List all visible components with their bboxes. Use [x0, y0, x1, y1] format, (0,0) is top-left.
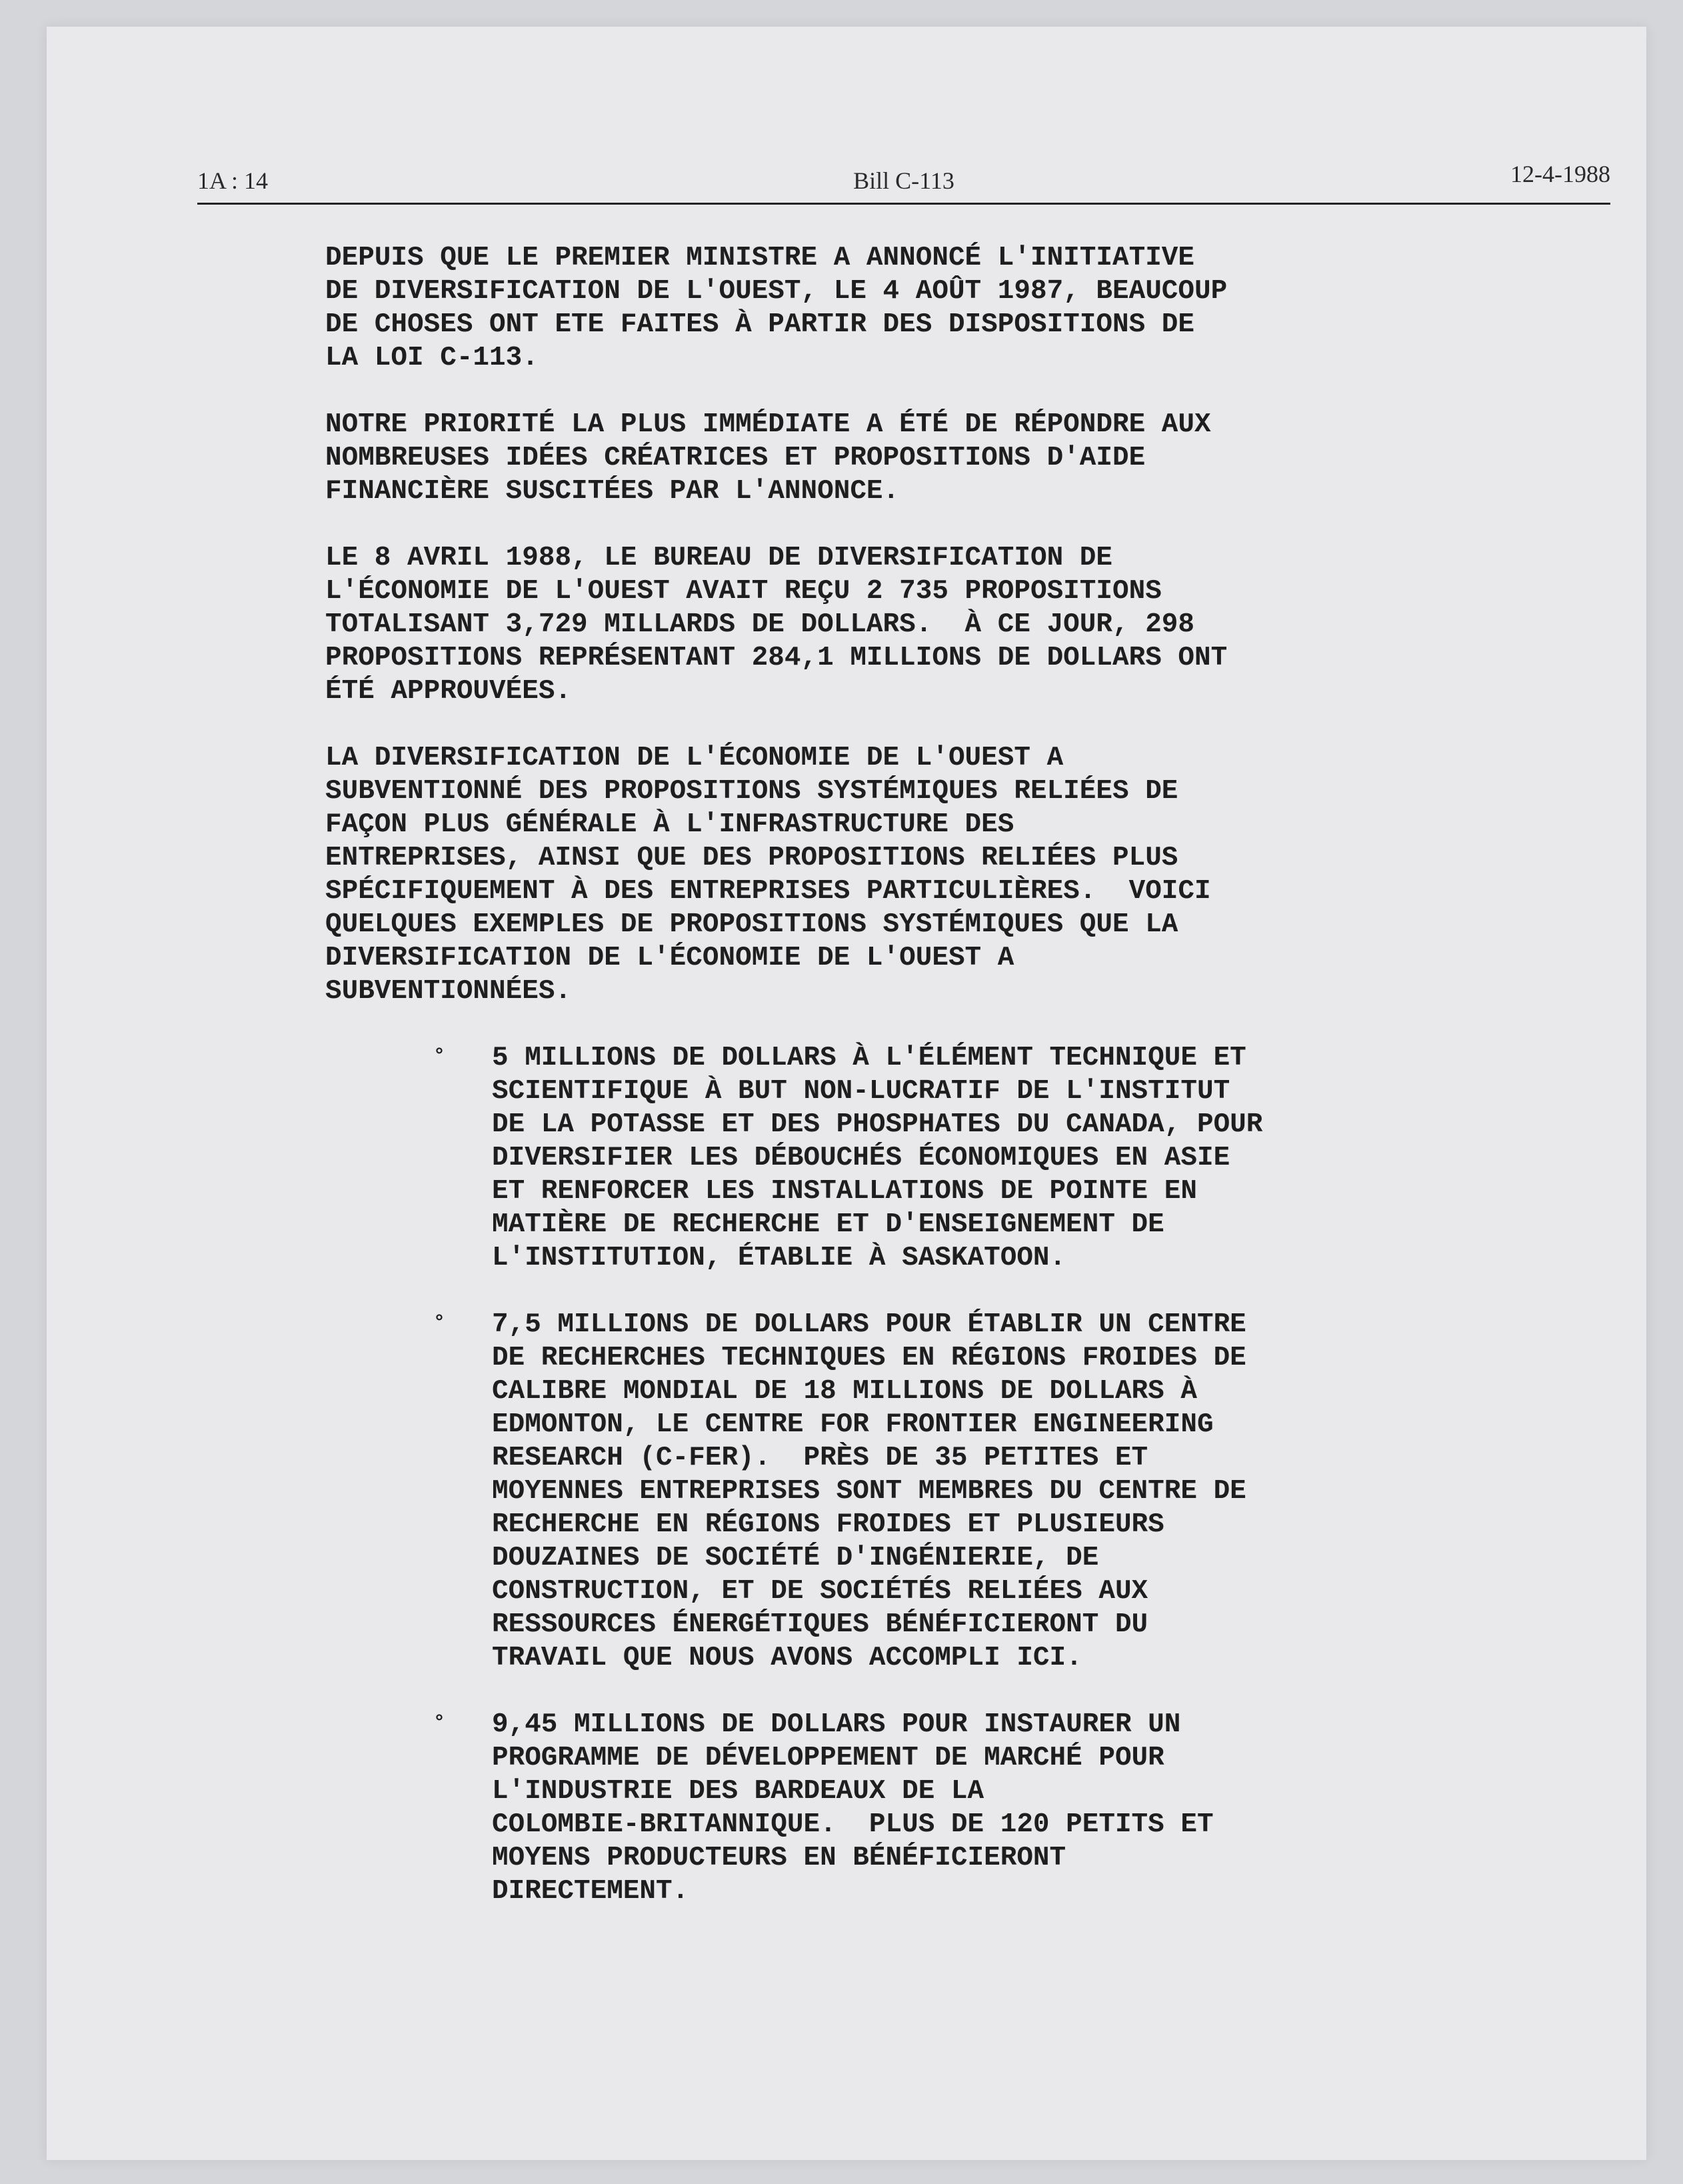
paragraph: LA DIVERSIFICATION DE L'ÉCONOMIE DE L'OUEST A SUBVENTIONNÉ DES PROPOSITIONS SYSTÉMIQUES RELIÉES DE FAÇON PLUS GÉNÉRALE À L'INFRASTRUCTURE DES ENTREPRISES, AINSI QUE DES PROPOSITIONS RELIÉES PLUS SPÉCIFIQUEMENT À DES ENTREPRISES PARTICULIÈRES. VOICI QUELQUES EXEMPLES DE PROPOSITIONS SYSTÉMIQUES QUE LA DIVERSIFICATION DE L'ÉCONOMIE DE L'OUEST A SUBVENTIONNÉES. [325, 743, 1211, 1007]
list-item [325, 1308, 1518, 1675]
list-item [325, 1708, 1518, 1908]
header-date: 12-4-1988 [1510, 161, 1610, 187]
list-item-text: 7,5 MILLIONS DE DOLLARS POUR ÉTABLIR UN CENTRE DE RECHERCHES TECHNIQUES EN RÉGIONS FROIDES DE CALIBRE MONDIAL DE 18 MILLIONS DE DOLLARS À EDMONTON, LE CENTRE FOR FRONTIER ENGINEERING RESEARCH (C-FER). PRÈS DE 35 PETITES ET MOYENNES ENTREPRISES SONT MEMBRES DU CENTRE DE RECHERCHE EN RÉGIONS FROIDES ET PLUSIEURS DOUZAINES DE SOCIÉTÉ D'INGÉNIERIE, DE CONSTRUCTION, ET DE SOCIÉTÉS RELIÉES AUX RESSOURCES ÉNERGÉTIQUES BÉNÉFICIERONT DU TRAVAIL QUE NOUS AVONS ACCOMPLI ICI. [492, 1309, 1246, 1673]
page-header [197, 161, 1610, 207]
page-number: 1A : 14 [197, 167, 269, 194]
paragraph: NOTRE PRIORITÉ LA PLUS IMMÉDIATE A ÉTÉ DE RÉPONDRE AUX NOMBREUSES IDÉES CRÉATRICES ET PROPOSITIONS D'AIDE FINANCIÈRE SUSCITÉES PAR L'ANNONCE. [325, 409, 1211, 507]
bullet-list [325, 1041, 1518, 1908]
document-body [325, 241, 1518, 1941]
bullet-marker: ° [433, 1312, 446, 1335]
bullet-marker: ° [433, 1045, 446, 1068]
paragraph: DEPUIS QUE LE PREMIER MINISTRE A ANNONCÉ L'INITIATIVE DE DIVERSIFICATION DE L'OUEST, LE 4 AOÛT 1987, BEAUCOUP DE CHOSES ONT ETE FAITES À PARTIR DES DISPOSITIONS DE LA LOI C-113. [325, 243, 1228, 373]
bill-title: Bill C-113 [853, 167, 954, 194]
header-rule [197, 203, 1610, 205]
list-item-text: 9,45 MILLIONS DE DOLLARS POUR INSTAURER UN PROGRAMME DE DÉVELOPPEMENT DE MARCHÉ POUR L'INDUSTRIE DES BARDEAUX DE LA COLOMBIE-BRITANNIQUE. PLUS DE 120 PETITS ET MOYENS PRODUCTEURS EN BÉNÉFICIERONT DIRECTEMENT. [492, 1709, 1214, 1907]
list-item [325, 1041, 1518, 1275]
bullet-marker: ° [433, 1712, 446, 1735]
list-item-text: 5 MILLIONS DE DOLLARS À L'ÉLÉMENT TECHNIQUE ET SCIENTIFIQUE À BUT NON-LUCRATIF DE L'INSTITUT DE LA POTASSE ET DES PHOSPHATES DU CANADA, POUR DIVERSIFIER LES DÉBOUCHÉS ÉCONOMIQUES EN ASIE ET RENFORCER LES INSTALLATIONS DE POINTE EN MATIÈRE DE RECHERCHE ET D'ENSEIGNEMENT DE L'INSTITUTION, ÉTABLIE À SASKATOON. [492, 1043, 1263, 1273]
paragraph: LE 8 AVRIL 1988, LE BUREAU DE DIVERSIFICATION DE L'ÉCONOMIE DE L'OUEST AVAIT REÇU 2 735 PROPOSITIONS TOTALISANT 3,729 MILLARDS DE DOLLARS. À CE JOUR, 298 PROPOSITIONS REPRÉSENTANT 284,1 MILLIONS DE DOLLARS ONT ÉTÉ APPROUVÉES. [325, 543, 1228, 707]
